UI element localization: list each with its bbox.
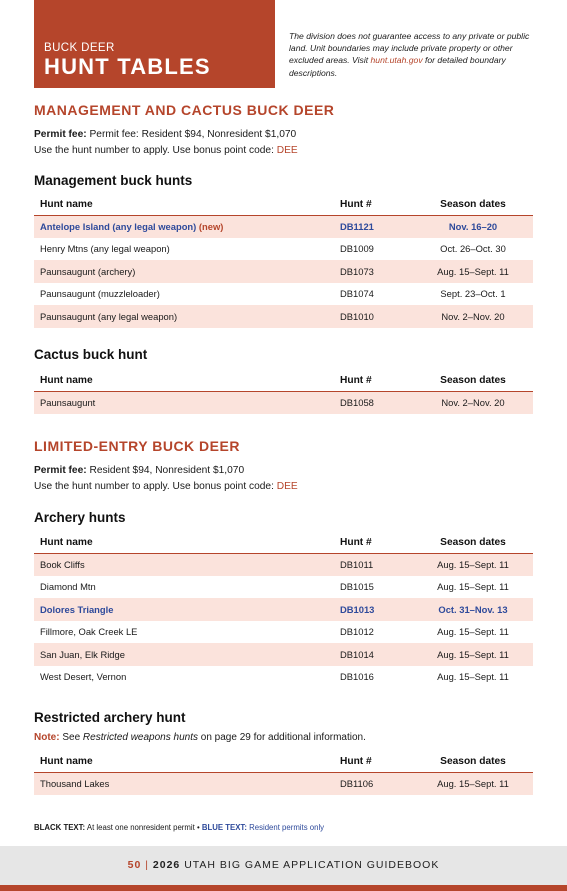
hunt-number: DB1074 [340, 288, 374, 300]
fee-text: Permit fee: Resident $94, Nonresident $1,070 [89, 129, 297, 140]
season-dates: Aug. 15–Sept. 11 [437, 581, 509, 593]
footer-accent-bar [0, 885, 567, 891]
table-row [34, 598, 533, 621]
new-badge: (new) [198, 221, 224, 232]
title-block [34, 0, 275, 88]
restricted-note [34, 732, 366, 743]
hunt-name: Dolores Triangle [34, 598, 334, 621]
fee-text: Resident $94, Nonresident $1,070 [89, 465, 245, 476]
col-season-dates: Season dates [407, 533, 533, 553]
bonus-code: DEE [276, 144, 298, 156]
table-row [34, 576, 533, 599]
season-dates: Oct. 26–Oct. 30 [440, 243, 506, 255]
footer-year: 2026 [152, 859, 181, 871]
season-dates: Nov. 2–Nov. 20 [407, 305, 533, 328]
col-hunt-name: Hunt name [34, 752, 334, 772]
title-small: BUCK DEER [44, 42, 115, 54]
disclaimer-tail: for detailed boundary descriptions. [289, 55, 506, 78]
hunt-number: DB1015 [340, 581, 374, 593]
col-season-dates: Season dates [407, 195, 533, 215]
note-italic: Restricted weapons hunts [82, 732, 198, 743]
table-row [34, 305, 533, 328]
hunt-number: DB1106 [334, 772, 407, 795]
col-hunt-number: Hunt # [334, 752, 407, 772]
hunt-name: Paunsaugunt [34, 391, 334, 414]
hunt-name: Fillmore, Oak Creek LE [40, 626, 138, 638]
table-header [34, 371, 533, 391]
hunt-name: Paunsaugunt (any legal weapon) [34, 305, 334, 328]
note-post: on page 29 for additional information. [200, 732, 366, 743]
hunt-number: DB1016 [340, 671, 374, 683]
boundary-link[interactable]: hunt.utah.gov [370, 55, 423, 66]
table-row [34, 553, 533, 576]
footer-title: UTAH BIG GAME APPLICATION GUIDEBOOK [184, 859, 440, 871]
col-hunt-name: Hunt name [34, 195, 334, 215]
season-dates: Aug. 15–Sept. 11 [437, 671, 509, 683]
hunt-number: DB1014 [334, 643, 407, 666]
permit-fee-limited-entry [34, 463, 298, 494]
hunt-number: DB1013 [334, 598, 407, 621]
table-row [34, 772, 533, 795]
hunt-name: West Desert, Vernon [40, 671, 127, 683]
season-dates: Nov. 16–20 [407, 215, 533, 238]
hunt-name: Paunsaugunt (archery) [34, 260, 334, 283]
table-row [34, 238, 533, 261]
season-dates: Oct. 31–Nov. 13 [407, 598, 533, 621]
hunt-number: DB1121 [334, 215, 407, 238]
archery-table [34, 533, 533, 688]
season-dates: Aug. 15–Sept. 11 [407, 643, 533, 666]
section-title-management-cactus: MANAGEMENT AND CACTUS BUCK DEER [34, 102, 335, 118]
hunt-name: Book Cliffs [34, 553, 334, 576]
cactus-hunt-title: Cactus buck hunt [34, 347, 148, 362]
section-title-limited-entry: LIMITED-ENTRY BUCK DEER [34, 438, 240, 454]
hunt-name: Thousand Lakes [34, 772, 334, 795]
table-row [34, 283, 533, 306]
permit-fee-management [34, 127, 298, 158]
table-header [34, 533, 533, 553]
table-row [34, 391, 533, 414]
season-dates: Aug. 15–Sept. 11 [437, 626, 509, 638]
legend-black-label: BLACK TEXT: [34, 823, 86, 832]
hunt-number: DB1011 [334, 553, 407, 576]
hunt-name-cell [34, 215, 334, 238]
table-row [34, 666, 533, 689]
hunt-number: DB1058 [334, 391, 407, 414]
legend-blue-text: Resident permits only [249, 823, 325, 832]
disclaimer-text: The division does not guarantee access to any private or public land. Unit boundaries may include private property or other excluded areas. Visit [289, 31, 530, 66]
note-label: Note: [34, 732, 60, 743]
col-season-dates: Season dates [407, 752, 533, 772]
table-header [34, 752, 533, 772]
col-hunt-number: Hunt # [334, 371, 407, 391]
table-row [34, 643, 533, 666]
col-season-dates: Season dates [407, 371, 533, 391]
season-dates: Nov. 2–Nov. 20 [407, 391, 533, 414]
legend-black-text: At least one nonresident permit • [86, 823, 200, 832]
season-dates: Aug. 15–Sept. 11 [407, 772, 533, 795]
season-dates: Sept. 23–Oct. 1 [440, 288, 506, 300]
restricted-archery-title: Restricted archery hunt [34, 710, 186, 725]
table-row [34, 215, 533, 238]
page-footer [0, 846, 567, 885]
hunt-number: DB1010 [334, 305, 407, 328]
bonus-code: DEE [276, 480, 298, 492]
col-hunt-name: Hunt name [34, 533, 334, 553]
season-dates: Aug. 15–Sept. 11 [407, 553, 533, 576]
hunt-name: Antelope Island (any legal weapon) [40, 221, 197, 232]
archery-hunts-title: Archery hunts [34, 510, 126, 525]
season-dates: Aug. 15–Sept. 11 [407, 260, 533, 283]
table-row [34, 621, 533, 644]
legend-blue-label: BLUE TEXT: [201, 823, 247, 832]
hunt-name: San Juan, Elk Ridge [34, 643, 334, 666]
hunt-name: Diamond Mtn [40, 581, 96, 593]
hunt-number: DB1012 [340, 626, 374, 638]
table-header [34, 195, 533, 215]
footer-separator: | [145, 859, 149, 871]
col-hunt-number: Hunt # [334, 195, 407, 215]
page-number: 50 [127, 859, 142, 871]
fee-label: Permit fee: [34, 129, 87, 140]
apply-text: Use the hunt number to apply. Use bonus point code: [34, 144, 274, 156]
page-title: HUNT TABLES [44, 54, 211, 79]
restricted-table [34, 752, 533, 795]
col-hunt-number: Hunt # [334, 533, 407, 553]
management-hunts-title: Management buck hunts [34, 173, 193, 188]
fee-label: Permit fee: [34, 465, 87, 476]
management-table [34, 195, 533, 328]
hunt-number: DB1009 [340, 243, 374, 255]
hunt-name: Henry Mtns (any legal weapon) [40, 243, 170, 255]
disclaimer [289, 30, 539, 79]
cactus-table [34, 371, 533, 414]
col-hunt-name: Hunt name [34, 371, 334, 391]
hunt-number: DB1073 [334, 260, 407, 283]
color-legend [34, 823, 324, 832]
apply-text: Use the hunt number to apply. Use bonus point code: [34, 480, 274, 492]
hunt-name: Paunsaugunt (muzzleloader) [40, 288, 160, 300]
note-pre: See [62, 732, 81, 743]
table-row [34, 260, 533, 283]
